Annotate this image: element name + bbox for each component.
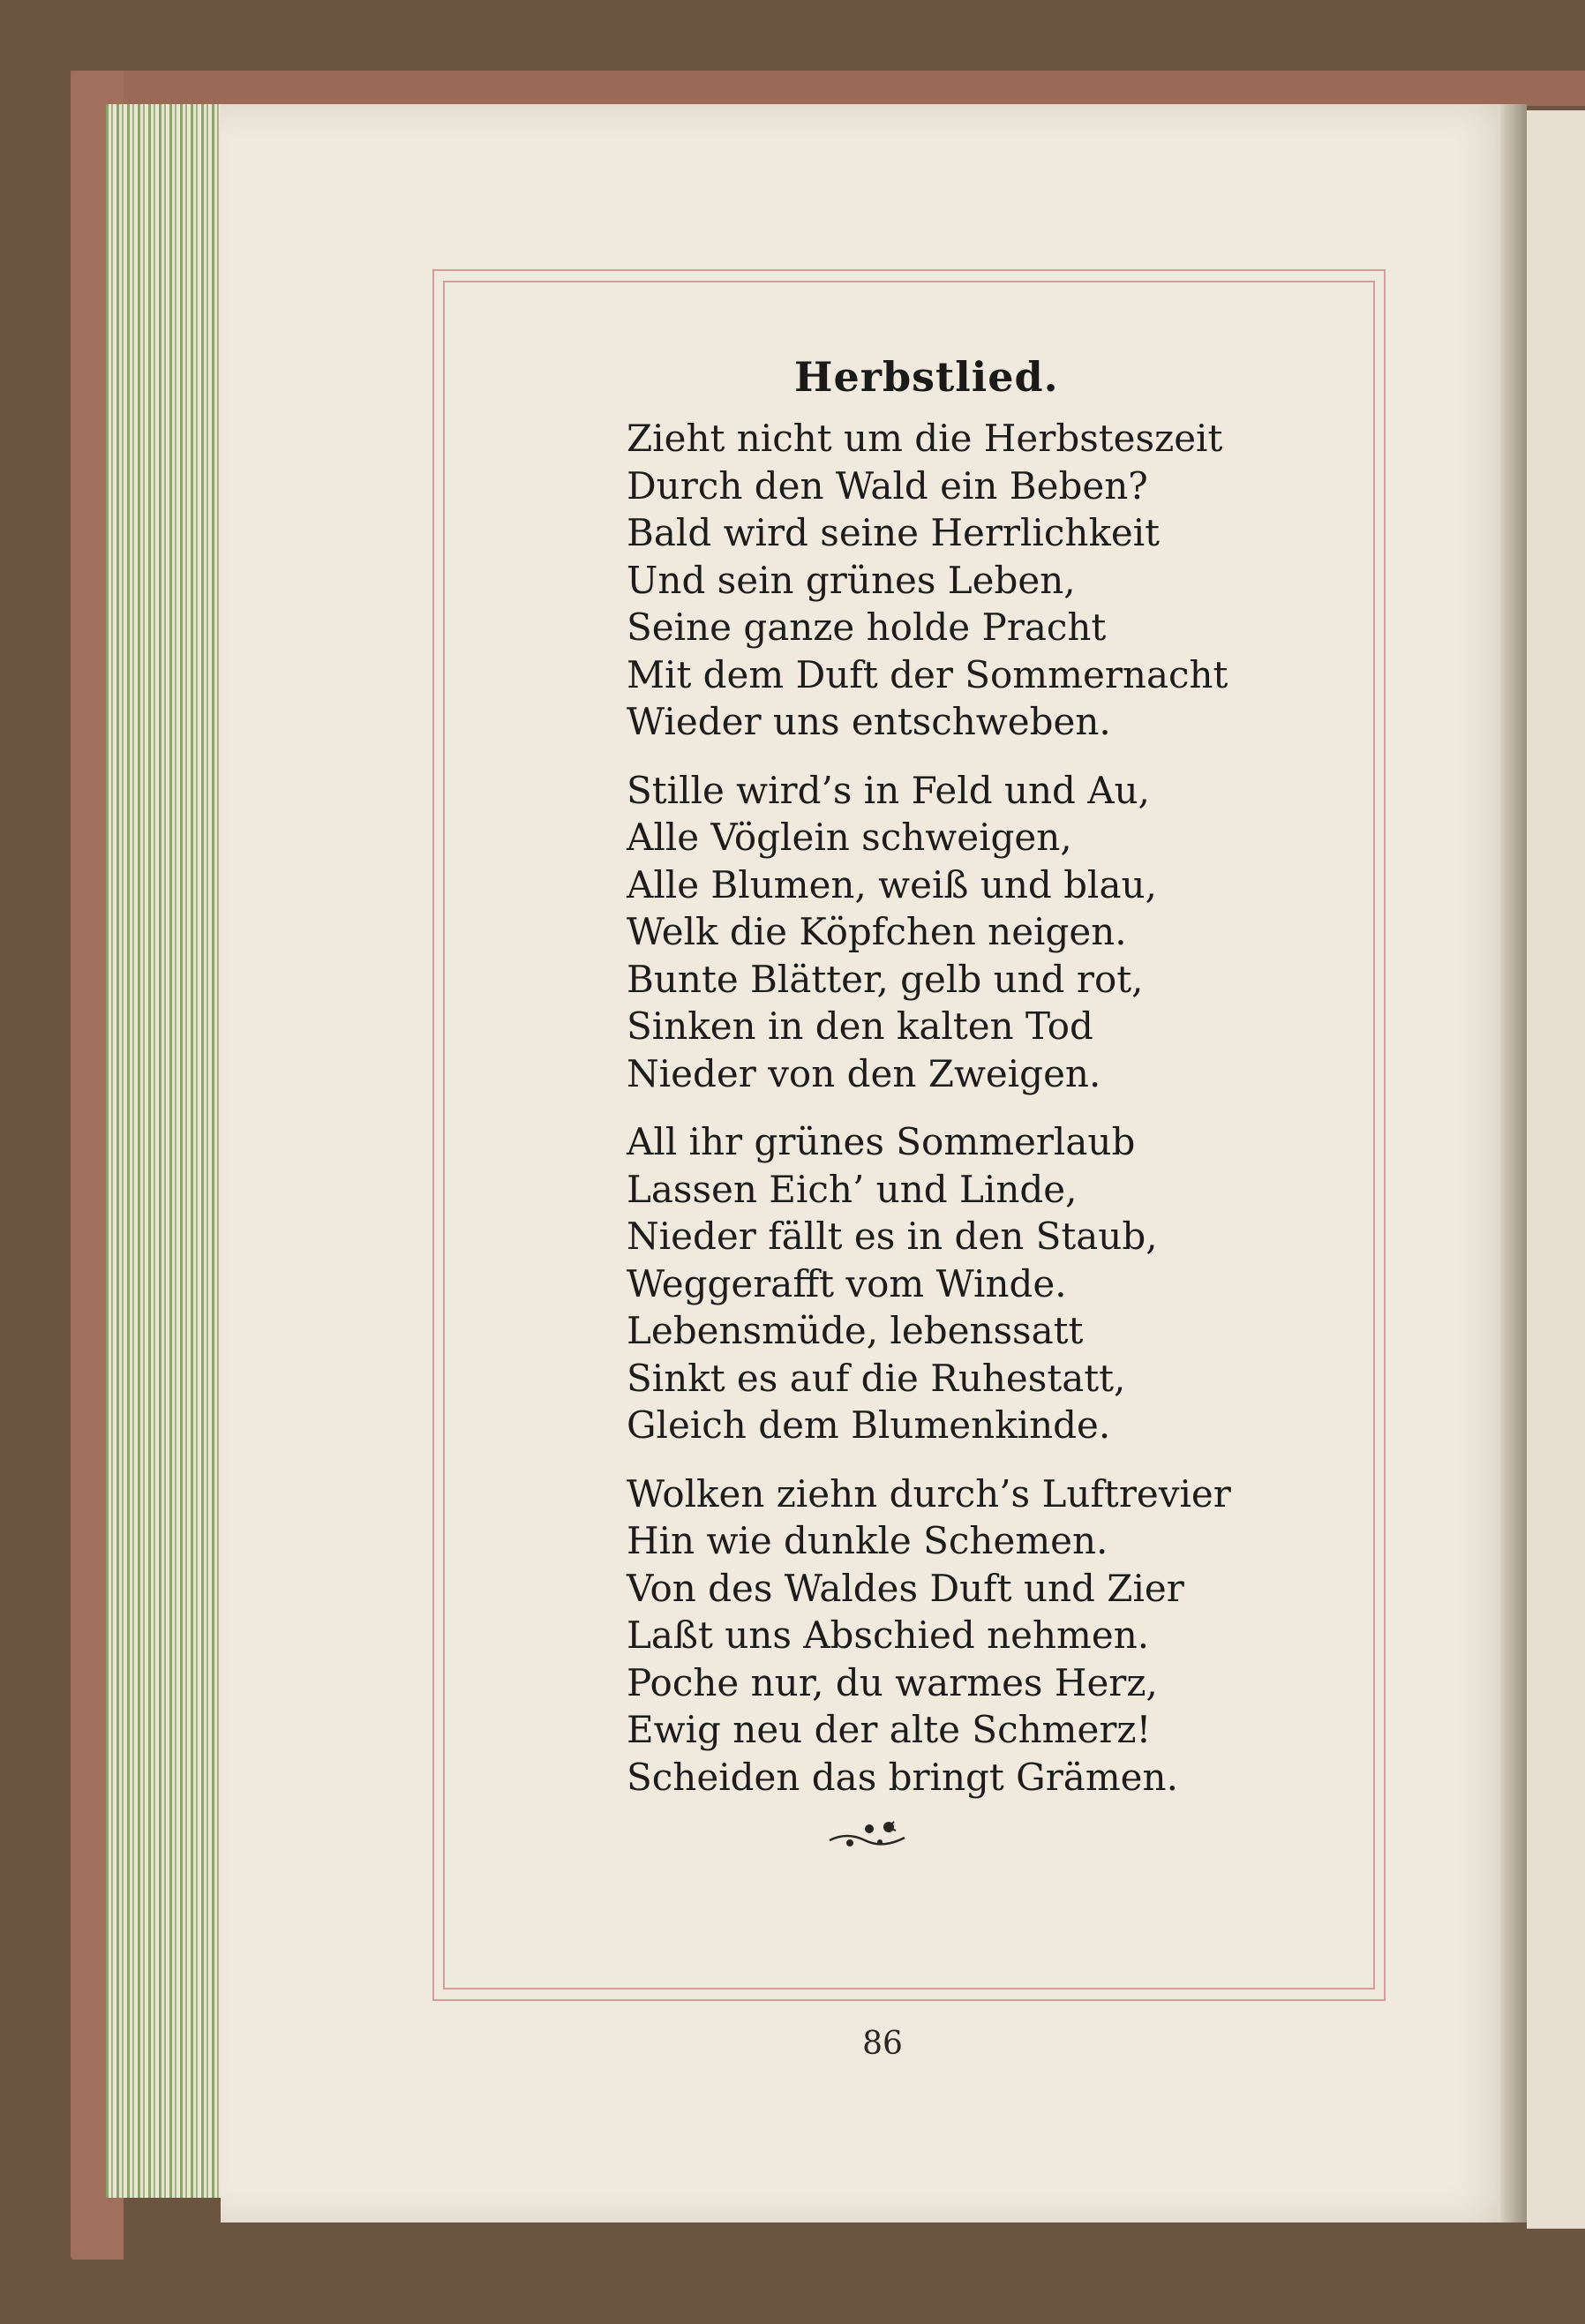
poem-line: Seine ganze holde Pracht	[627, 605, 1107, 649]
poem-line: Ewig neu der alte Schmerz!	[627, 1708, 1152, 1751]
poem-line: Wieder uns entschweben.	[627, 700, 1111, 743]
poem-line: Stille wird’s in Feld und Au,	[627, 768, 1151, 812]
poem-line: Und sein grünes Leben,	[627, 558, 1076, 602]
stanza-3	[627, 1118, 1333, 1449]
stanza-1	[627, 415, 1333, 746]
poem-line: Bald wird seine Herrlichkeit	[627, 511, 1161, 554]
poem-line: Lebensmüde, lebenssatt	[627, 1309, 1084, 1352]
page-edges	[106, 104, 225, 2198]
poem-line: Bunte Blätter, gelb und rot,	[627, 957, 1144, 1001]
facing-page-edge	[1527, 110, 1585, 2229]
poem-line: Sinkt es auf die Ruhestatt,	[627, 1356, 1126, 1400]
poem-line: All ihr grünes Sommerlaub	[627, 1120, 1136, 1163]
poem-title: Herbstlied.	[794, 353, 1059, 401]
poem-line: Laßt uns Abschied nehmen.	[627, 1613, 1150, 1657]
stanza-4	[627, 1470, 1333, 1801]
poem-line: Mit dem Duft der Sommernacht	[627, 652, 1228, 696]
poem-line: Alle Blumen, weiß und blau,	[627, 862, 1157, 906]
poem-line: Alle Vöglein schweigen,	[627, 816, 1072, 859]
poem-line: Lassen Eich’ und Linde,	[627, 1167, 1078, 1211]
poem-line: Sinken in den kalten Tod	[627, 1004, 1093, 1048]
poem-line: Von des Waldes Duft und Zier	[627, 1566, 1184, 1610]
poem-line: Gleich dem Blumenkinde.	[627, 1403, 1111, 1447]
page-number: 86	[862, 2026, 903, 2062]
poem-line: Durch den Wald ein Beben?	[627, 463, 1148, 508]
floral-ornament-icon	[825, 1818, 913, 1854]
poem-line: Zieht nicht um die Herbsteszeit	[627, 417, 1223, 460]
poem-line: Hin wie dunkle Schemen.	[627, 1519, 1108, 1562]
poem-line: Nieder fällt es in den Staub,	[627, 1215, 1158, 1258]
poem-line: Wolken ziehn durch’s Luftrevier	[627, 1471, 1231, 1515]
poem-line: Welk die Köpfchen neigen.	[627, 910, 1127, 953]
stanza-2	[627, 767, 1333, 1098]
poem-line: Poche nur, du warmes Herz,	[627, 1660, 1158, 1704]
book-gutter	[1500, 104, 1527, 2222]
book-cover-top	[71, 71, 1585, 106]
poem-line: Scheiden das bringt Grämen.	[627, 1755, 1178, 1799]
poem-line: Weggerafft vom Winde.	[627, 1261, 1067, 1305]
poem-line: Nieder von den Zweigen.	[627, 1051, 1101, 1095]
poem-body	[627, 415, 1333, 1822]
